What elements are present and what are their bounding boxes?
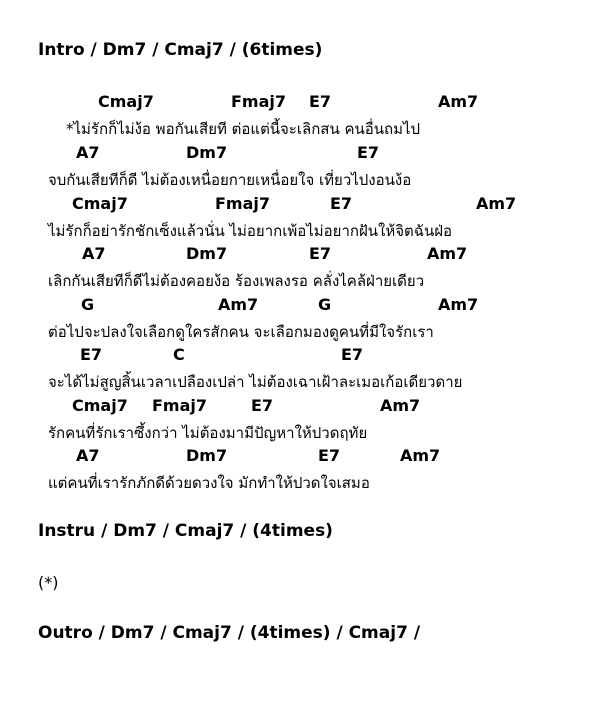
- instru-line: Instru / Dm7 / Cmaj7 / (4times): [38, 521, 333, 541]
- lyric-line: เลิกกันเสียทีก็ดีไม่ต้องคอยง้อ ร้องเพลงรอ คลั่งไคล้ฝ่ายเดียว: [48, 272, 425, 290]
- chord: E7: [309, 244, 332, 263]
- chord: Am7: [438, 92, 479, 111]
- chord: Am7: [476, 194, 517, 213]
- lyric-line: *ไม่รักก็ไม่ง้อ พอกันเสียที ต่อแต่นี้จะเลิกสน คนอื่นถมไป: [66, 120, 421, 138]
- chord: Dm7: [186, 244, 228, 263]
- chord: Fmaj7: [215, 194, 271, 213]
- chord: Am7: [427, 244, 468, 263]
- chord: Cmaj7: [98, 92, 154, 111]
- chord: Fmaj7: [231, 92, 287, 111]
- lyric-line: ไม่รักก็อย่ารักชักเซ็งแล้วนั่น ไม่อยากเพ้อไม่อยากฝันให้จิตฉันฝ่อ: [48, 222, 453, 240]
- chord: E7: [357, 143, 380, 162]
- lyric-line: ต่อไปจะปลงใจเลือกดูใครสักคน จะเลือกมองดูคนที่มีใจรักเรา: [48, 323, 434, 341]
- repeat-marker: (*): [38, 573, 59, 592]
- chord: Am7: [400, 446, 441, 465]
- chord: E7: [309, 92, 332, 111]
- chord: Am7: [218, 295, 259, 314]
- chord: A7: [76, 446, 100, 465]
- chord: E7: [318, 446, 341, 465]
- intro-line: Intro / Dm7 / Cmaj7 / (6times): [38, 40, 323, 60]
- chord: C: [173, 345, 185, 364]
- chord: Cmaj7: [72, 396, 128, 415]
- chord: E7: [330, 194, 353, 213]
- chord: G: [318, 295, 332, 314]
- chord: Dm7: [186, 143, 228, 162]
- chord: G: [81, 295, 95, 314]
- chord: Cmaj7: [72, 194, 128, 213]
- chord: Am7: [380, 396, 421, 415]
- chord: Dm7: [186, 446, 228, 465]
- chord: E7: [251, 396, 274, 415]
- lyric-line: จบกันเสียทีก็ดี ไม่ต้องเหนื่อยกายเหนื่อยใจ เที่ยวไปงอนง้อ: [48, 171, 412, 189]
- chord: Fmaj7: [152, 396, 208, 415]
- lyric-line: แต่คนที่เรารักภักดีด้วยดวงใจ มักทำให้ปวดใจเสมอ: [48, 474, 370, 492]
- chord: A7: [76, 143, 100, 162]
- chord: Am7: [438, 295, 479, 314]
- lyric-line: จะได้ไม่สูญสิ้นเวลาเปลืองเปล่า ไม่ต้องเฉาเฝ้าละเมอเก้อเดียวดาย: [48, 373, 463, 391]
- lyric-line: รักคนที่รักเราซึ้งกว่า ไม่ต้องมามีปัญหาให้ปวดฤทัย: [48, 424, 368, 442]
- chord: E7: [341, 345, 364, 364]
- chord: E7: [80, 345, 103, 364]
- outro-line: Outro / Dm7 / Cmaj7 / (4times) / Cmaj7 /: [38, 623, 421, 643]
- chord: A7: [82, 244, 106, 263]
